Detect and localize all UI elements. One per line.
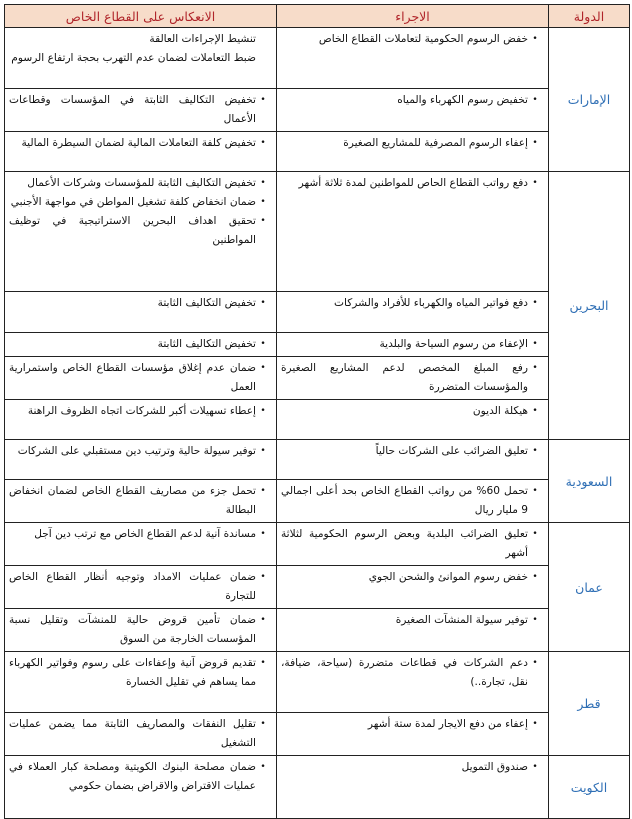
impact-text: تحقيق اهداف البحرين الاستراتيجية في توظيف المواطنين: [9, 215, 256, 246]
list-item: [281, 335, 542, 354]
list-item: [281, 525, 542, 563]
bullet-icon: •: [532, 406, 538, 416]
impact-text: ضمان عدم إغلاق مؤسسات القطاع الخاص واستمرارية العمل: [9, 362, 256, 393]
table-row: [5, 132, 630, 172]
bullet-icon: •: [260, 762, 266, 772]
impact-cell: [5, 28, 277, 89]
measure-text: رفع المبلغ المخصص لدعم المشاريع الصغيرة والمؤسسات المتضررة: [281, 362, 528, 393]
bullet-icon: •: [532, 363, 538, 373]
bullet-icon: •: [532, 446, 538, 456]
bullet-icon: •: [260, 197, 266, 207]
list-item: [9, 174, 270, 193]
list-item: [281, 482, 542, 520]
impact-text: تنشيط الإجراءات العالقة: [149, 33, 256, 45]
list-item: [9, 91, 270, 129]
impact-cell: [5, 357, 277, 400]
table-row: [5, 523, 630, 566]
impact-text: ضمان عمليات الامداد وتوجيه أنظار القطاع الخاص للتجارة: [9, 571, 256, 602]
measure-text: تعليق الضرائب على الشركات حالياً: [375, 445, 528, 457]
measure-cell: [277, 292, 549, 333]
bullet-icon: •: [532, 762, 538, 772]
measure-text: دفع رواتب القطاع الحاص للمواطنين لمدة ثلاثة أشهر: [298, 177, 528, 189]
table-row: [5, 566, 630, 609]
impact-text: ضمان تأمين قروض حالية للمنشآت وتقليل نسبة المؤسسات الخارجة من السوق: [9, 614, 256, 645]
table-row: [5, 28, 630, 89]
bullet-icon: •: [260, 406, 266, 416]
header-row: [5, 5, 630, 28]
impact-cell: [5, 523, 277, 566]
measure-text: تعليق الضرائب البلدية وبعض الرسوم الحكومية لثلاثة أشهر: [281, 528, 528, 559]
bullet-icon: •: [532, 178, 538, 188]
impact-cell: [5, 292, 277, 333]
measure-text: خفض رسوم الموانئ والشحن الجوي: [368, 571, 528, 583]
bullet-icon: •: [532, 658, 538, 668]
impact-text: تحمل جزء من مصاريف القطاع الخاص لضمان انخفاض البطالة: [9, 485, 256, 516]
bullet-icon: •: [260, 363, 266, 373]
table-row: [5, 713, 630, 756]
bullet-icon: •: [260, 138, 266, 148]
table-row: [5, 89, 630, 132]
bullet-icon: •: [532, 615, 538, 625]
list-item: [9, 193, 270, 212]
bullet-icon: •: [532, 572, 538, 582]
table-row: [5, 172, 630, 292]
impact-cell: [5, 440, 277, 480]
impact-cell: [5, 652, 277, 713]
list-item: [9, 134, 270, 153]
country-name: الكويت: [549, 756, 630, 819]
table-row: [5, 440, 630, 480]
list-item: [9, 715, 270, 753]
impact-cell: [5, 132, 277, 172]
list-item: [281, 654, 542, 692]
bullet-icon: •: [260, 95, 266, 105]
bullet-icon: •: [532, 138, 538, 148]
list-item: [281, 134, 542, 153]
list-item: [281, 715, 542, 734]
list-item: [281, 758, 542, 777]
measure-cell: [277, 172, 549, 292]
table-row: [5, 756, 630, 819]
list-item: [9, 442, 270, 461]
table-row: [5, 333, 630, 357]
list-item: [281, 402, 542, 421]
list-item: [281, 442, 542, 461]
bullet-icon: •: [260, 178, 266, 188]
measure-text: تحمل 60% من رواتب القطاع الخاص بحد أعلى اجمالي 9 مليار ريال: [281, 485, 528, 516]
bullet-icon: •: [532, 34, 538, 44]
impact-cell: [5, 566, 277, 609]
measure-cell: [277, 480, 549, 523]
bullet-icon: •: [260, 529, 266, 539]
measure-text: خفض الرسوم الحكومية لتعاملات القطاع الخاص: [318, 33, 528, 45]
impact-cell: [5, 89, 277, 132]
impact-text: إعطاء تسهيلات أكبر للشركات اتجاه الظروف الراهنة: [27, 405, 256, 417]
list-item: [9, 654, 270, 692]
measure-cell: [277, 440, 549, 480]
country-name: عمان: [549, 523, 630, 652]
list-item: [281, 294, 542, 313]
measure-cell: [277, 756, 549, 819]
measure-cell: [277, 566, 549, 609]
impact-cell: [5, 756, 277, 819]
bullet-icon: •: [532, 298, 538, 308]
measure-text: توفير سيولة المنشآت الصغيرة: [395, 614, 528, 626]
list-item: [9, 482, 270, 520]
table-row: [5, 652, 630, 713]
list-item: [281, 30, 542, 49]
table-row: [5, 357, 630, 400]
list-item: [9, 611, 270, 649]
measure-text: هيكلة الديون: [472, 405, 528, 417]
table-row: [5, 400, 630, 440]
list-item: [9, 212, 270, 250]
impact-text: تخفيض التكاليف الثابتة: [157, 297, 256, 309]
table-row: [5, 480, 630, 523]
country-name: قطر: [549, 652, 630, 756]
table-row: [5, 292, 630, 333]
table-row: [5, 609, 630, 652]
impact-text: ضمان مصلحة البنوك الكويتية ومصلحة كبار العملاء في عمليات الاقتراض والاقراض بضمان حكومي: [9, 761, 256, 792]
list-item: [9, 30, 270, 49]
impact-cell: [5, 400, 277, 440]
header-country: الدولة: [549, 5, 630, 28]
impact-text: تخفيض التكاليف الثابتة للمؤسسات وشركات الأعمال: [27, 177, 256, 189]
impact-cell: [5, 333, 277, 357]
measure-text: إعفاء من دفع الايجار لمدة ستة أشهر: [367, 718, 528, 730]
bullet-icon: •: [260, 446, 266, 456]
measure-cell: [277, 609, 549, 652]
list-item: [9, 525, 270, 544]
list-item: [9, 49, 270, 68]
impact-text: مساندة آنية لدعم القطاع الخاص مع ترتب دين آجل: [34, 528, 256, 540]
bullet-icon: •: [260, 719, 266, 729]
impact-text: ضبط التعاملات لضمان عدم التهرب بحجة ارتفاع الرسوم: [11, 52, 256, 64]
bullet-icon: •: [532, 719, 538, 729]
list-item: [9, 568, 270, 606]
impact-text: تخفيض التكاليف الثابتة في المؤسسات وقطاعات الأعمال: [9, 94, 256, 125]
list-item: [9, 758, 270, 796]
country-name: البحرين: [549, 172, 630, 440]
impact-cell: [5, 609, 277, 652]
bullet-icon: [256, 49, 270, 68]
bullet-icon: •: [260, 615, 266, 625]
measure-text: تخفيض رسوم الكهرباء والمياه: [397, 94, 528, 106]
table-body: [5, 28, 630, 819]
list-item: [281, 359, 542, 397]
impact-text: تخفيض كلفة التعاملات المالية لضمان السيطرة المالية: [21, 137, 256, 149]
list-item: [281, 611, 542, 630]
bullet-icon: •: [532, 486, 538, 496]
list-item: [281, 174, 542, 193]
measure-cell: [277, 357, 549, 400]
impact-text: تقليل النفقات والمصاريف الثابتة مما يضمن عمليات التشغيل: [9, 718, 256, 749]
measure-text: دفع فواتير المياه والكهرباء للأفراد والشركات: [334, 297, 528, 309]
list-item: [281, 568, 542, 587]
list-item: [281, 91, 542, 110]
bullet-icon: •: [532, 339, 538, 349]
impact-text: تخفيض التكاليف الثابتة: [157, 338, 256, 350]
measure-cell: [277, 652, 549, 713]
impact-text: توفير سيولة حالية وترتيب دين مستقبلي على الشركات: [17, 445, 256, 457]
impact-text: تقديم قروض آنية وإعفاءات على رسوم وفواتير الكهرباء مما يساهم في تقليل الخسارة: [9, 657, 256, 688]
measures-table: [4, 4, 630, 819]
impact-cell: [5, 172, 277, 292]
bullet-icon: •: [260, 486, 266, 496]
list-item: [9, 359, 270, 397]
impact-cell: [5, 713, 277, 756]
bullet-icon: [256, 30, 270, 49]
measure-cell: [277, 400, 549, 440]
bullet-icon: •: [260, 572, 266, 582]
list-item: [9, 335, 270, 354]
measure-cell: [277, 333, 549, 357]
header-measure: الاجراء: [277, 5, 549, 28]
bullet-icon: •: [260, 298, 266, 308]
measure-text: إعفاء الرسوم المصرفية للمشاريع الصغيرة: [343, 137, 528, 149]
bullet-icon: •: [532, 529, 538, 539]
impact-text: ضمان انخفاض كلفة تشغيل المواطن في مواجهة الأجنبي: [10, 196, 256, 208]
bullet-icon: •: [260, 339, 266, 349]
impact-cell: [5, 480, 277, 523]
measure-text: دعم الشركات في قطاعات متضررة (سياحة، ضيافة، نقل، تجارة..): [281, 657, 528, 688]
list-item: [9, 294, 270, 313]
list-item: [9, 402, 270, 421]
header-impact: الانعكاس على القطاع الخاص: [5, 5, 277, 28]
country-name: السعودية: [549, 440, 630, 523]
measure-text: الإعفاء من رسوم السياحة والبلدية: [379, 338, 528, 350]
measure-cell: [277, 28, 549, 89]
bullet-icon: •: [260, 216, 266, 226]
measure-cell: [277, 713, 549, 756]
country-name: الإمارات: [549, 28, 630, 172]
measure-cell: [277, 89, 549, 132]
measure-cell: [277, 523, 549, 566]
measure-cell: [277, 132, 549, 172]
measure-text: صندوق التمويل: [461, 761, 528, 773]
bullet-icon: •: [260, 658, 266, 668]
bullet-icon: •: [532, 95, 538, 105]
